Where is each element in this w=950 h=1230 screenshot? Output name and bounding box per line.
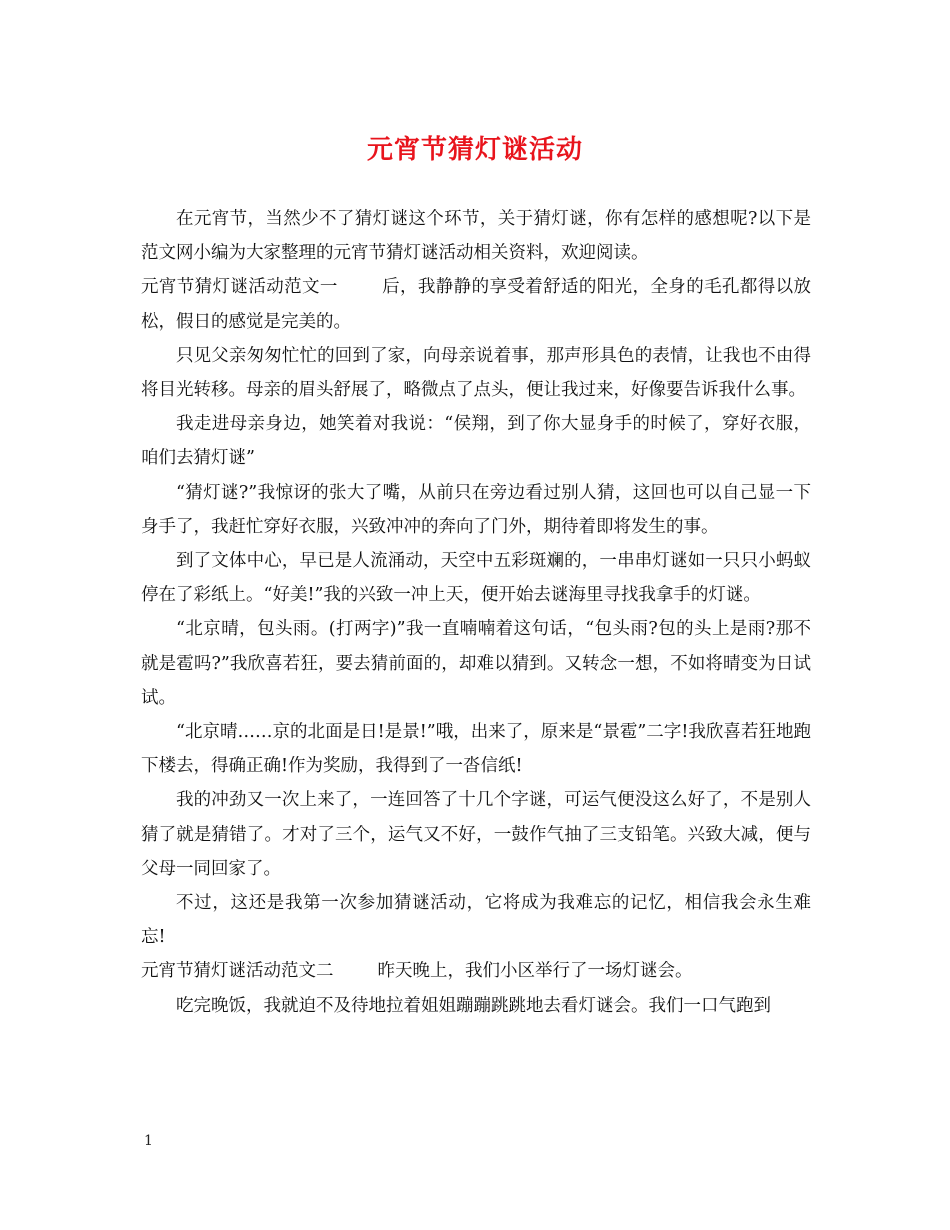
section-two-text: 昨天晚上，我们小区举行了一场灯谜会。	[377, 961, 693, 982]
section-two-heading: 元宵节猜灯谜活动范文二	[141, 961, 334, 982]
document-body	[141, 202, 811, 1023]
paragraph: “北京晴，包头雨。(打两字)”我一直喃喃着这句话，“包头雨?包的头上是雨?那不就是雹吗?”我欣喜若狂，要去猜前面的，却难以猜到。又转念一想，不如将晴变为日试试。	[141, 619, 811, 708]
section-one	[141, 270, 811, 338]
section-two	[141, 954, 811, 988]
section-one-text: 后，我静静的享受着舒适的阳光，全身的毛孔都得以放松，假日的感觉是完美的。	[141, 277, 812, 332]
page-number: 1	[144, 1133, 153, 1149]
paragraph: 到了文体中心，早已是人流涌动，天空中五彩斑斓的，一串串灯谜如一只只小蚂蚁停在了彩纸上。“好美!”我的兴致一冲上天，便开始去谜海里寻找我拿手的灯谜。	[141, 551, 811, 606]
paragraph: 我的冲劲又一次上来了，一连回答了十几个字谜，可运气便没这么好了，不是别人猜了就是猜错了。才对了三个，运气又不好，一鼓作气抽了三支铅笔。兴致大减，便与父母一同回家了。	[141, 790, 811, 879]
paragraph-intro: 在元宵节，当然少不了猜灯谜这个环节，关于猜灯谜，你有怎样的感想呢?以下是范文网小编为大家整理的元宵节猜灯谜活动相关资料，欢迎阅读。	[141, 209, 811, 264]
paragraph: 我走进母亲身边，她笑着对我说：“侯翔，到了你大显身手的时候了，穿好衣服，咱们去猜灯谜”	[141, 414, 811, 469]
paragraph: “猜灯谜?”我惊讶的张大了嘴，从前只在旁边看过别人猜，这回也可以自己显一下身手了，我赶忙穿好衣服，兴致冲冲的奔向了门外，期待着即将发生的事。	[141, 482, 811, 537]
paragraph: 不过，这还是我第一次参加猜谜活动，它将成为我难忘的记忆，相信我会永生难忘!	[141, 893, 811, 948]
section-one-heading: 元宵节猜灯谜活动范文一	[141, 277, 338, 298]
paragraph: “北京晴……京的北面是日!是景!”哦，出来了，原来是“景雹”二字!我欣喜若狂地跑下楼去，得确正确!作为奖励，我得到了一沓信纸!	[141, 722, 811, 777]
paragraph: 只见父亲匆匆忙忙的回到了家，向母亲说着事，那声形具色的表情，让我也不由得将目光转移。母亲的眉头舒展了，略微点了点头，便让我过来，好像要告诉我什么事。	[141, 345, 811, 401]
paragraph: 吃完晚饭，我就迫不及待地拉着姐姐蹦蹦跳跳地去看灯谜会。我们一口气跑到	[176, 995, 771, 1016]
document-title: 元宵节猜灯谜活动	[366, 135, 583, 165]
